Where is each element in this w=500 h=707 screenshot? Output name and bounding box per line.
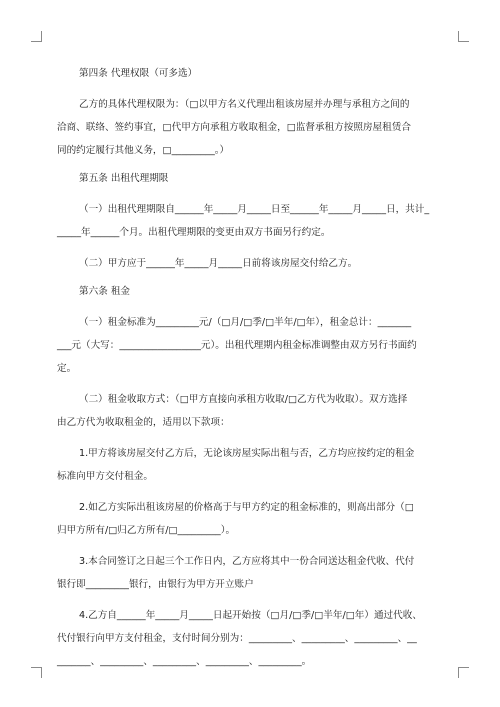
article-4-text: 同的约定履行其他义务，□_________。） [57,145,230,156]
article-6-item-3: 银行即_________银行，由银行为甲方开立账户 [57,579,254,590]
crop-mark-bottom-left [31,667,42,678]
article-6-clause-1: ___元（大写：_________________元）。出租代理期内租金标准调整由双方另行书面约 [57,340,417,351]
article-6-clause-1: （一）租金标准为_________元/（□月/□季/□半年/□年），租金总计：_______ [79,317,412,328]
article-6-clause-1: 定。 [57,363,77,374]
crop-mark-top-left [31,31,42,42]
article-6-heading: 第六条 租金 [79,286,131,297]
article-5-clause-1: （一）出租代理期限自______年_____月_____日至______年_____月_____日，共计_ [79,204,430,215]
article-5-clause-1: _____年______个月。出租代理期限的变更由双方书面另行约定。 [57,227,331,238]
crop-mark-top-right [458,31,469,42]
article-6-item-4: 4.乙方自______年_____月_____日起开始按（□月/□季/□半年/□年）通过代收、 [79,610,422,621]
article-6-item-3: 3.本合同签订之日起三个工作日内，乙方应将其中一份合同送达租金代收、代付 [79,556,415,567]
article-5-heading: 第五条 出租代理期限 [79,173,169,184]
article-4-text: 乙方的具体代理权限为：（□以甲方名义代理出租该房屋并办理与承租方之间的 [79,99,410,110]
article-5-clause-2: （二）甲方应于______年_____月_____日前将该房屋交付给乙方。 [79,258,358,269]
article-6-clause-2: （二）租金收取方式：（□甲方直接向承租方收取/□乙方代为收取）。双方选择 [79,394,408,405]
crop-mark-bottom-right [458,667,469,678]
article-6-item-4: 代付银行向甲方支付租金，支付时间分别为：_________、_________、_________、__ [57,633,417,644]
article-4-text: 洽商、联络、签约事宜，□代甲方向承租方收取租金，□监督承租方按照房屋租赁合 [57,122,411,133]
article-6-item-1: 1.甲方将该房屋交付乙方后，无论该房屋实际出租与否，乙方均应按约定的租金 [79,448,415,459]
article-6-item-2: 2.如乙方实际出租该房屋的价格高于与甲方约定的租金标准的，则高出部分（□ [79,502,414,513]
article-6-item-2: 归甲方所有/□归乙方所有/□_________）。 [57,525,236,536]
document-body [57,66,442,669]
article-4-heading: 第四条 代理权限（可多选） [79,68,198,79]
article-6-item-4: _______、_________、_________、_________、_________。 [57,656,312,667]
article-6-item-1: 标准向甲方交付租金。 [57,471,153,482]
article-6-clause-2: 由乙方代为收取租金的，适用以下款项： [57,417,230,428]
